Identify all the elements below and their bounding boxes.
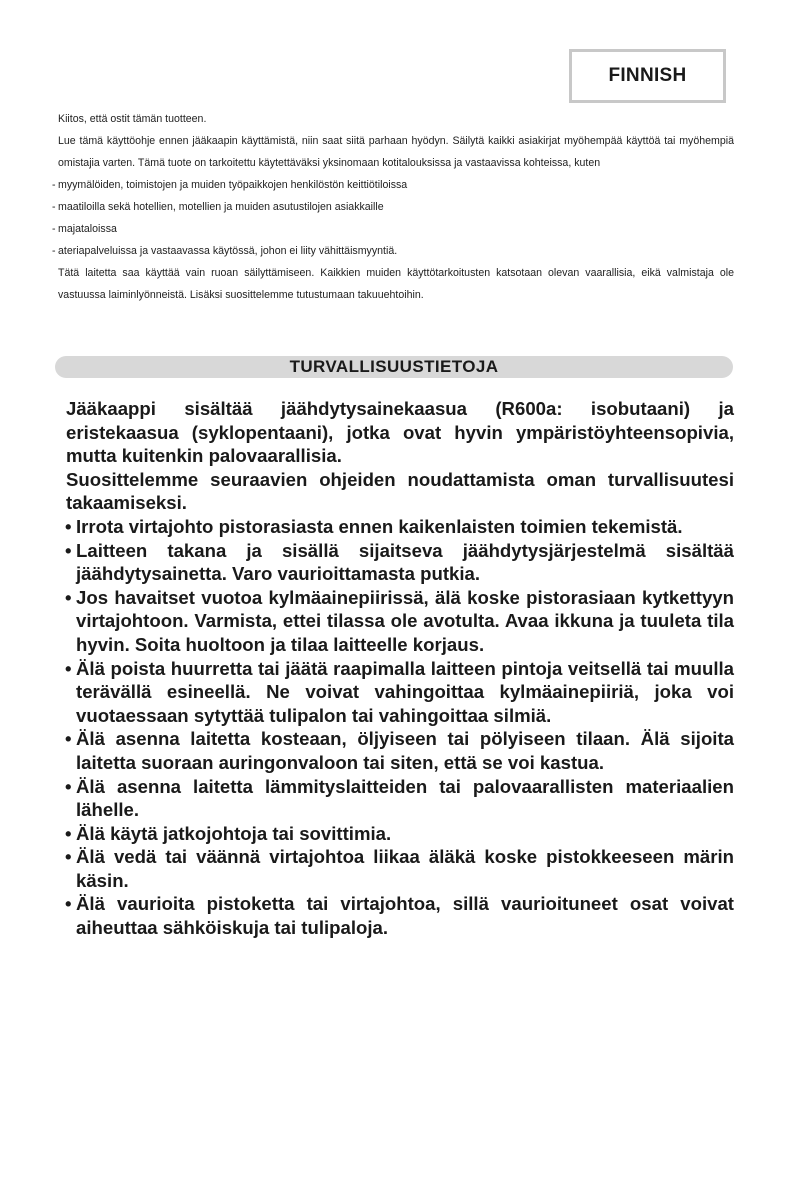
intro-dash-item: - ateriapalveluissa ja vastaavassa käytössä, johon ei liity vähittäismyyntiä. bbox=[52, 245, 398, 257]
safety-section bbox=[66, 397, 734, 940]
safety-list-item: • Älä vaurioita pistoketta tai virtajohtoa, sillä vaurioituneet osat voivat aiheuttaa sähköiskuja tai tulipaloja. bbox=[65, 893, 734, 939]
safety-paragraph-refrigerant: Jääkaappi sisältää jäähdytysainekaasua (R600a: isobutaani) ja eristekaasua (syklopentaani), jotka ovat hyvin ympäristöyhteensopivia, mutta kuitenkin palovaarallisia. bbox=[66, 398, 734, 467]
intro-dash-item: - majataloissa bbox=[52, 223, 117, 235]
section-heading: TURVALLISUUSTIETOJA bbox=[289, 357, 499, 376]
safety-list-item: • Älä asenna laitetta kosteaan, öljyiseen tai pölyiseen tilaan. Älä sijoita laitetta suoraan auringonvaloon tai siten, että se voi kastua. bbox=[65, 728, 734, 773]
intro-instructions: Lue tämä käyttöohje ennen jääkaapin käyttämistä, niin saat siitä parhaan hyödyn. Säilytä kaikki asiakirjat myöhempää käyttöä tai myöhempiä omistajia varten. Tämä tuote on tarkoitettu käytettäväksi yksinomaan kotitalouksissa ja vastaavissa kohteissa, kuten bbox=[58, 135, 734, 169]
safety-list-item: • Jos havaitset vuotoa kylmäainepiirissä, älä koske pistorasiaan kytkettyyn virtajohtoon. Varmista, ettei tilassa ole avotulta. Avaa ikkuna ja tuuleta tila hyvin. Soita huoltoon ja tilaa laitteelle korjaus. bbox=[65, 586, 734, 655]
safety-list-item: • Älä käytä jatkojohtoja tai sovittimia. bbox=[65, 822, 392, 844]
safety-list-item: • Älä poista huurretta tai jäätä raapimalla laitteen pintoja veitsellä tai muulla terävällä esineellä. Ne voivat vahingoittaa kylmäainepiiriä, joka voi vuotaessaan sytyttää tulipalon tai vahingoittaa silmiä. bbox=[65, 657, 734, 726]
safety-list-item: • Älä vedä tai väännä virtajohtoa liikaa äläkä koske pistokkeeseen märin käsin. bbox=[65, 846, 734, 891]
intro-thanks: Kiitos, että ostit tämän tuotteen. bbox=[58, 113, 207, 125]
safety-list-item: • Älä asenna laitetta lämmityslaitteiden tai palovaarallisten materiaalien lähelle. bbox=[65, 775, 734, 821]
intro-dash-item: - myymälöiden, toimistojen ja muiden työpaikkojen henkilöstön keittiötiloissa bbox=[52, 179, 408, 191]
language-label: FINNISH bbox=[608, 65, 687, 86]
intro-closing: Tätä laitetta saa käyttää vain ruoan säilyttämiseen. Kaikkien muiden käyttötarkoitusten katsotaan olevan vaarallisia, eikä valmistaja ole vastuussa laiminlyönneistä. Lisäksi suosittelemme tutustumaan takuuehtoihin. bbox=[58, 267, 734, 301]
safety-list-item: • Irrota virtajohto pistorasiasta ennen kaikenlaisten toimien tekemistä. bbox=[65, 515, 683, 537]
language-label-box bbox=[569, 49, 726, 103]
intro-dash-item: - maatiloilla sekä hotellien, motellien ja muiden asutustilojen asiakkaille bbox=[52, 201, 384, 213]
intro-section bbox=[52, 108, 734, 306]
safety-list-item: • Laitteen takana ja sisällä sijaitseva jäähdytysjärjestelmä sisältää jäähdytysainetta. Varo vaurioittamasta putkia. bbox=[65, 539, 734, 585]
section-heading-bar bbox=[55, 356, 733, 378]
safety-list bbox=[66, 515, 734, 940]
safety-paragraph-recommendation: Suosittelemme seuraavien ohjeiden noudattamista oman turvallisuutesi takaamiseksi. bbox=[66, 468, 734, 514]
